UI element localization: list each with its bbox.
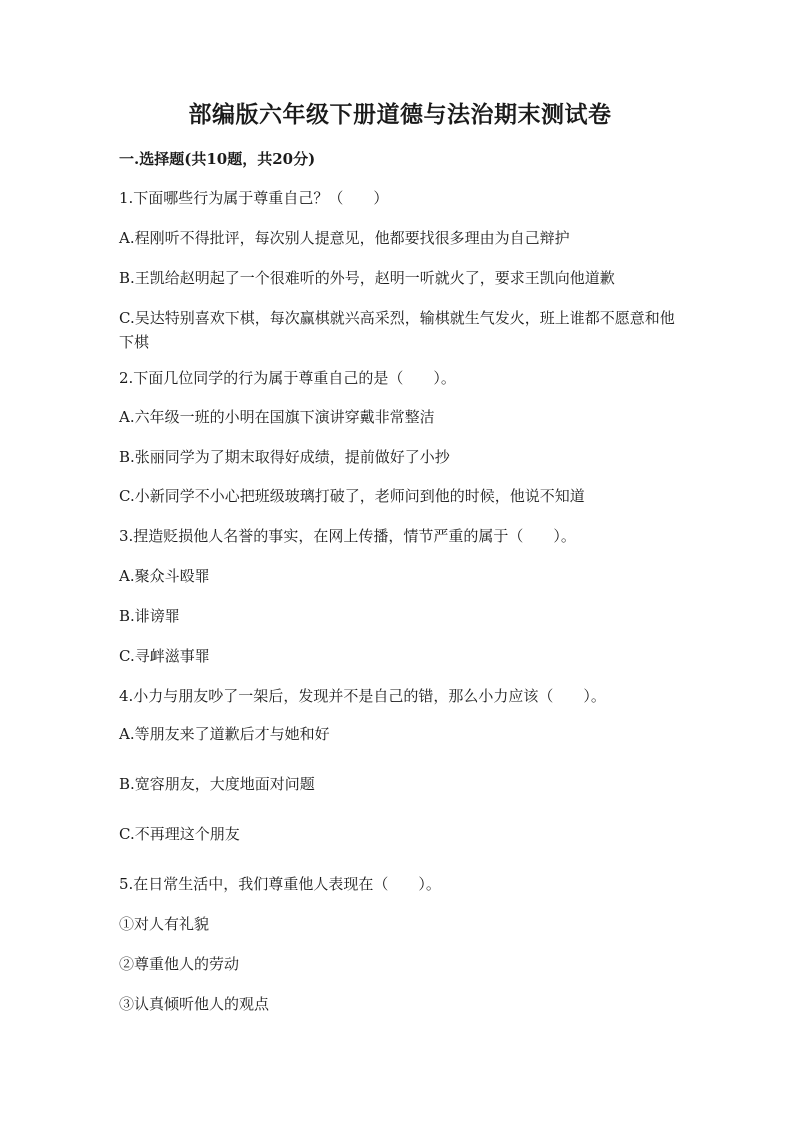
question-3-option-c: C.寻衅滋事罪 [119,647,210,665]
question-5-item-3: ③认真倾听他人的观点 [119,995,270,1013]
question-4-option-a: A.等朋友来了道歉后才与她和好 [119,725,330,743]
question-1-option-a: A.程刚听不得批评，每次别人提意见，他都要找很多理由为自己辩护 [119,229,570,247]
question-5-item-1: ①对人有礼貌 [119,915,210,933]
question-3-option-b: B.诽谤罪 [119,607,180,625]
question-1-option-b: B.王凯给赵明起了一个很难听的外号，赵明一听就火了，要求王凯向他道歉 [119,269,615,287]
question-3-stem: 3.捏造贬损他人名誉的事实，在网上传播，情节严重的属于（ ）。 [119,527,576,545]
question-3-option-a: A.聚众斗殴罪 [119,567,210,585]
question-2-option-a: A.六年级一班的小明在国旗下演讲穿戴非常整洁 [119,408,435,426]
question-5-stem: 5.在日常生活中，我们尊重他人表现在（ ）。 [119,875,441,893]
question-4-option-c: C.不再理这个朋友 [119,825,240,843]
question-1-option-c: C.吴达特别喜欢下棋，每次赢棋就兴高采烈，输棋就生气发火，班上谁都不愿意和他下棋 [119,309,675,351]
question-5-item-2: ②尊重他人的劳动 [119,955,240,973]
question-2-option-b: B.张丽同学为了期末取得好成绩，提前做好了小抄 [119,448,450,466]
question-2-option-c: C.小新同学不小心把班级玻璃打破了，老师问到他的时候，他说不知道 [119,487,585,505]
question-2-stem: 2.下面几位同学的行为属于尊重自己的是（ ）。 [119,369,456,387]
question-4-stem: 4.小力与朋友吵了一架后，发现并不是自己的错，那么小力应该（ ）。 [119,687,606,705]
section-heading: 一.选择题(共10题，共20分) [119,150,316,168]
exam-title: 部编版六年级下册道德与法治期末测试卷 [188,101,612,128]
question-4-option-b: B.宽容朋友，大度地面对问题 [119,775,315,793]
question-1-stem: 1.下面哪些行为属于尊重自己？（ ） [119,189,389,207]
